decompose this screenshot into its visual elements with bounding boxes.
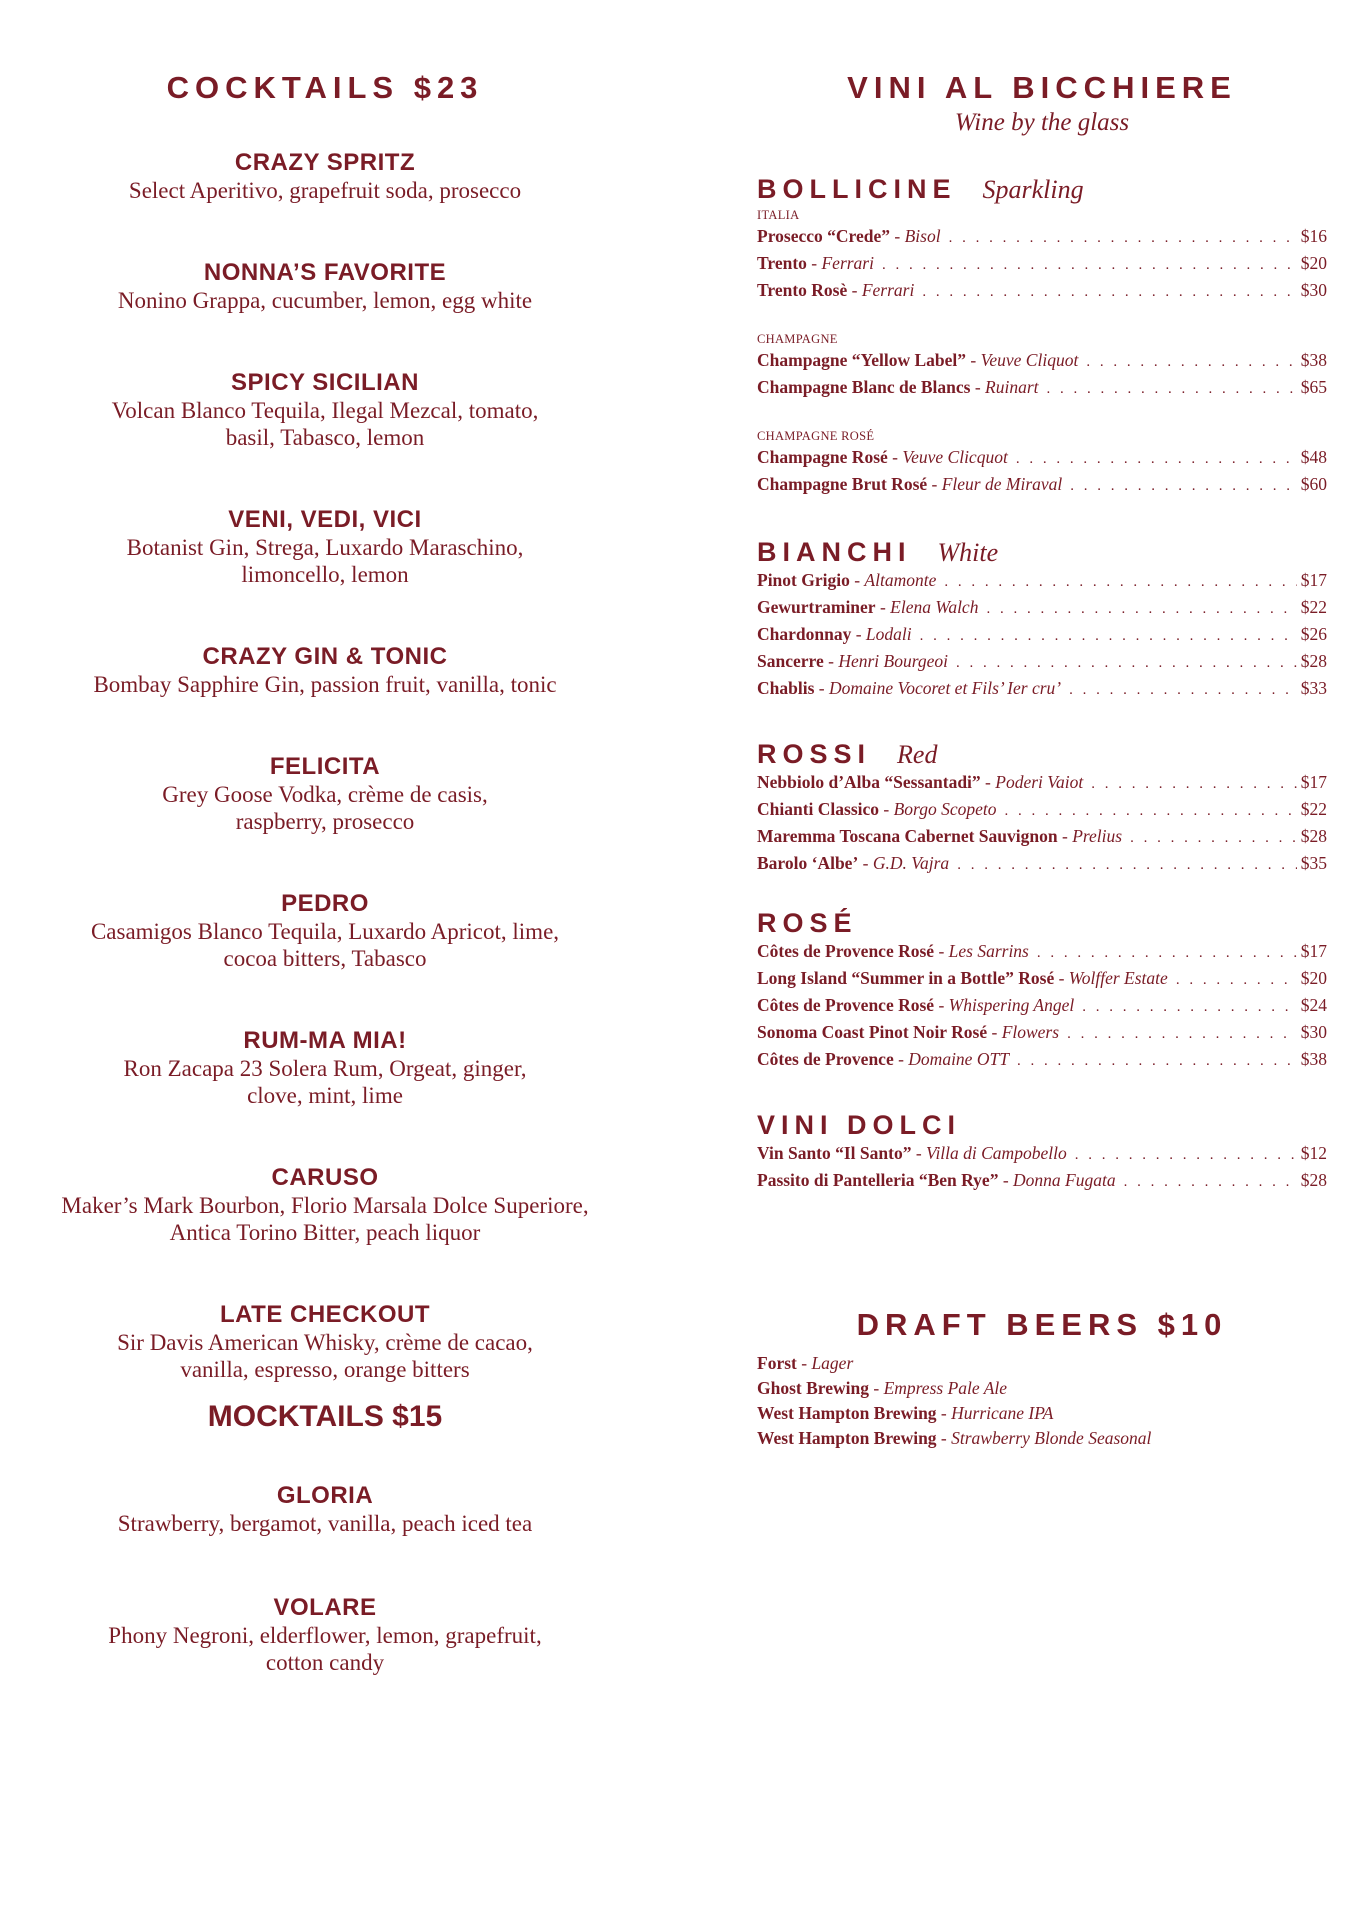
drink-description: cocoa bitters, Tabasco bbox=[223, 946, 427, 971]
wine-price: $48 bbox=[1300, 447, 1327, 467]
drink-description: Ron Zacapa 23 Solera Rum, Orgeat, ginger, bbox=[123, 1056, 527, 1081]
beer-style: Strawberry Blonde Seasonal bbox=[951, 1428, 1152, 1448]
wine-producer: Veuve Cliquot bbox=[980, 350, 1079, 370]
wine-producer: Whispering Angel bbox=[948, 995, 1075, 1015]
separator: - bbox=[879, 799, 894, 819]
drink-description: Select Aperitivo, grapefruit soda, prosecco bbox=[128, 178, 522, 203]
wine-producer: Veuve Clicquot bbox=[902, 447, 1008, 467]
wine-price: $17 bbox=[1300, 570, 1327, 590]
wine-row bbox=[757, 251, 1327, 278]
cocktail-item bbox=[40, 505, 610, 588]
separator: - bbox=[1054, 968, 1069, 988]
wine-name: Barolo ‘Albe’ bbox=[757, 853, 859, 873]
wine-producer: Domaine Vocoret et Fils’ Ier cru’ bbox=[828, 678, 1062, 698]
wine-section bbox=[757, 1110, 1327, 1195]
wine-price: $20 bbox=[1300, 968, 1327, 988]
wine-header bbox=[757, 70, 1327, 138]
wine-price: $16 bbox=[1300, 226, 1327, 246]
separator: - bbox=[936, 1403, 952, 1423]
dot-leader bbox=[1016, 447, 1297, 472]
section-name: BIANCHI bbox=[757, 537, 912, 567]
wine-price: $26 bbox=[1300, 624, 1327, 644]
beers-title: DRAFT BEERS $10 bbox=[856, 1307, 1228, 1342]
dot-leader bbox=[1124, 1170, 1297, 1195]
dot-leader bbox=[1091, 772, 1297, 797]
drink-name: FELICITA bbox=[269, 753, 381, 780]
cocktail-item bbox=[40, 1163, 610, 1246]
wine-section bbox=[757, 174, 1327, 499]
separator: - bbox=[849, 570, 865, 590]
mocktail-item bbox=[40, 1481, 610, 1537]
separator: - bbox=[987, 1022, 1002, 1042]
wine-row bbox=[757, 568, 1327, 595]
wine-row bbox=[757, 797, 1327, 824]
wine-producer: Henri Bourgeoi bbox=[838, 651, 949, 671]
wine-name: Chianti Classico bbox=[757, 799, 880, 819]
wine-producer: Lodali bbox=[865, 624, 912, 644]
section-name: ROSSI bbox=[757, 739, 872, 769]
dot-leader bbox=[1176, 968, 1297, 993]
wine-price: $17 bbox=[1300, 941, 1327, 961]
wine-name: Champagne Blanc de Blancs bbox=[757, 377, 971, 397]
dot-leader bbox=[1130, 826, 1297, 851]
section-name: ROSÉ bbox=[757, 908, 858, 938]
dot-leader bbox=[1004, 799, 1296, 824]
separator: - bbox=[927, 474, 942, 494]
cocktail-item bbox=[40, 889, 610, 972]
wine-name: Côtes de Provence Rosé bbox=[757, 941, 935, 961]
mocktails-title: MOCKTAILS $15 bbox=[207, 1400, 443, 1433]
dot-leader bbox=[949, 226, 1297, 251]
dot-leader bbox=[922, 280, 1296, 305]
wine-name: Pinot Grigio bbox=[757, 570, 850, 590]
wine-row bbox=[757, 770, 1327, 797]
separator: - bbox=[966, 350, 981, 370]
drink-name: PEDRO bbox=[281, 890, 369, 917]
wine-producer: Altamonte bbox=[864, 570, 937, 590]
drink-description: clove, mint, lime bbox=[247, 1083, 403, 1108]
wine-name: Vin Santo “Il Santo” bbox=[757, 1143, 912, 1163]
drink-description: Phony Negroni, elderflower, lemon, grapefruit, bbox=[108, 1623, 542, 1648]
cocktail-item bbox=[40, 368, 610, 451]
separator: - bbox=[911, 1143, 927, 1163]
separator: - bbox=[893, 1049, 909, 1069]
wine-price: $30 bbox=[1300, 1022, 1327, 1042]
beer-name: West Hampton Brewing bbox=[757, 1403, 937, 1423]
wine-name: Sancerre bbox=[757, 651, 824, 671]
wine-price: $65 bbox=[1300, 377, 1327, 397]
dot-leader bbox=[1017, 1049, 1297, 1074]
wine-section bbox=[757, 739, 1327, 878]
wine-price: $20 bbox=[1300, 253, 1327, 273]
wine-sections bbox=[757, 174, 1327, 1195]
drink-name: CRAZY SPRITZ bbox=[234, 149, 416, 176]
wine-producer: Ferrari bbox=[821, 253, 874, 273]
dot-leader bbox=[1070, 474, 1296, 499]
mocktail-item bbox=[40, 1593, 610, 1676]
beer-row bbox=[757, 1351, 1327, 1376]
section-subtitle: Sparkling bbox=[982, 175, 1084, 204]
separator: - bbox=[936, 1428, 952, 1448]
wine-price: $22 bbox=[1300, 597, 1327, 617]
section-name: BOLLICINE bbox=[757, 174, 957, 204]
wine-section-title bbox=[757, 739, 1327, 770]
wine-price: $28 bbox=[1300, 651, 1327, 671]
wine-price: $24 bbox=[1300, 995, 1327, 1015]
drink-description: Volcan Blanco Tequila, Ilegal Mezcal, tomato, bbox=[111, 398, 539, 423]
wine-section-title bbox=[757, 537, 1327, 568]
section-subtitle: White bbox=[937, 538, 999, 567]
separator: - bbox=[847, 280, 862, 300]
beer-row bbox=[757, 1376, 1327, 1401]
wine-name: Champagne Rosé bbox=[757, 447, 888, 467]
wine-producer: Borgo Scopeto bbox=[893, 799, 997, 819]
wine-name: Nebbiolo d’Alba “Sessantadi” bbox=[757, 772, 981, 792]
cocktail-item bbox=[40, 1026, 610, 1109]
dot-leader bbox=[920, 624, 1297, 649]
separator: - bbox=[814, 678, 829, 698]
drink-name: VOLARE bbox=[273, 1594, 377, 1621]
wine-name: Prosecco “Crede” bbox=[757, 226, 890, 246]
separator: - bbox=[998, 1170, 1014, 1190]
dot-leader bbox=[1086, 350, 1296, 375]
drink-description: vanilla, espresso, orange bitters bbox=[180, 1357, 470, 1382]
wine-producer: Elena Walch bbox=[890, 597, 979, 617]
separator: - bbox=[980, 772, 996, 792]
wine-price: $30 bbox=[1300, 280, 1327, 300]
drink-name: GLORIA bbox=[276, 1482, 374, 1509]
separator: - bbox=[858, 853, 873, 873]
beer-style: Empress Pale Ale bbox=[883, 1378, 1008, 1398]
wine-price: $28 bbox=[1300, 1170, 1327, 1190]
separator: - bbox=[1057, 826, 1073, 846]
drink-description: cotton candy bbox=[265, 1650, 385, 1675]
wine-producer: Flowers bbox=[1001, 1022, 1060, 1042]
separator: - bbox=[875, 597, 891, 617]
drink-name: CARUSO bbox=[271, 1164, 379, 1191]
wine-row bbox=[757, 676, 1327, 703]
wine-name: Long Island “Summer in a Bottle” Rosé bbox=[757, 968, 1055, 988]
wine-row bbox=[757, 224, 1327, 251]
dot-leader bbox=[882, 253, 1297, 278]
cocktail-item bbox=[40, 752, 610, 835]
drink-name: NONNA’S FAVORITE bbox=[203, 259, 447, 286]
section-name: VINI DOLCI bbox=[757, 1110, 962, 1140]
wine-row bbox=[757, 824, 1327, 851]
wine-row bbox=[757, 278, 1327, 305]
wine-producer: Bisol bbox=[904, 226, 941, 246]
wine-price: $33 bbox=[1300, 678, 1327, 698]
dot-leader bbox=[956, 651, 1297, 676]
wine-name: Chablis bbox=[757, 678, 815, 698]
wine-producer: Fleur de Miraval bbox=[941, 474, 1063, 494]
wine-price: $35 bbox=[1300, 853, 1327, 873]
beer-style: Lager bbox=[811, 1353, 854, 1373]
separator: - bbox=[851, 624, 866, 644]
drink-description: Botanist Gin, Strega, Luxardo Maraschino, bbox=[126, 535, 524, 560]
beer-name: Ghost Brewing bbox=[757, 1378, 869, 1398]
wine-price: $60 bbox=[1300, 474, 1327, 494]
dot-leader bbox=[944, 570, 1296, 595]
wine-row bbox=[757, 966, 1327, 993]
wine-producer: G.D. Vajra bbox=[872, 853, 950, 873]
drink-name: RUM-MA MIA! bbox=[243, 1027, 407, 1054]
wine-column bbox=[757, 70, 1327, 1448]
wine-name: Chardonnay bbox=[757, 624, 852, 644]
beer-list bbox=[757, 1351, 1327, 1451]
wine-subtitle: Wine by the glass bbox=[954, 109, 1130, 136]
drink-description: Nonino Grappa, cucumber, lemon, egg white bbox=[117, 288, 533, 313]
wine-price: $28 bbox=[1300, 826, 1327, 846]
dot-leader bbox=[1047, 377, 1297, 402]
cocktail-item bbox=[40, 1300, 610, 1383]
wine-name: Trento bbox=[757, 253, 807, 273]
wine-name: Trento Rosè bbox=[757, 280, 848, 300]
wine-price: $38 bbox=[1300, 350, 1327, 370]
wine-producer: Les Sarrins bbox=[948, 941, 1029, 961]
wine-price: $38 bbox=[1300, 1049, 1327, 1069]
drink-description: raspberry, prosecco bbox=[235, 809, 415, 834]
beer-name: Forst bbox=[757, 1353, 797, 1373]
section-subtitle: Red bbox=[897, 740, 938, 769]
drink-name: SPICY SICILIAN bbox=[231, 369, 419, 396]
beer-row bbox=[757, 1426, 1327, 1451]
wine-producer: Prelius bbox=[1072, 826, 1123, 846]
mocktail-list bbox=[40, 1481, 610, 1676]
cocktail-item bbox=[40, 148, 610, 204]
separator: - bbox=[868, 1378, 884, 1398]
wine-name: Maremma Toscana Cabernet Sauvignon bbox=[757, 826, 1058, 846]
wine-name: Passito di Pantelleria “Ben Rye” bbox=[757, 1170, 999, 1190]
wine-row bbox=[757, 348, 1327, 375]
dot-leader bbox=[1082, 995, 1297, 1020]
wine-name: Côtes de Provence Rosé bbox=[757, 995, 935, 1015]
wine-row bbox=[757, 851, 1327, 878]
drink-description: Antica Torino Bitter, peach liquor bbox=[169, 1220, 481, 1245]
separator: - bbox=[970, 377, 986, 397]
wine-region: CHAMPAGNE ROSÉ bbox=[757, 429, 875, 443]
wine-group bbox=[757, 939, 1327, 1074]
wine-name: Champagne Brut Rosé bbox=[757, 474, 928, 494]
beer-name: West Hampton Brewing bbox=[757, 1428, 937, 1448]
separator: - bbox=[934, 941, 949, 961]
wine-name: Sonoma Coast Pinot Noir Rosé bbox=[757, 1022, 988, 1042]
wine-title: VINI AL BICCHIERE bbox=[847, 70, 1237, 105]
drink-description: basil, Tabasco, lemon bbox=[225, 425, 425, 450]
dot-leader bbox=[1069, 678, 1297, 703]
wine-section-title bbox=[757, 908, 1327, 939]
wine-row bbox=[757, 649, 1327, 676]
wine-group bbox=[757, 770, 1327, 878]
cocktail-item bbox=[40, 642, 610, 698]
dot-leader bbox=[1075, 1143, 1297, 1168]
drink-name: VENI, VEDI, VICI bbox=[228, 506, 422, 533]
separator: - bbox=[934, 995, 949, 1015]
drink-description: Maker’s Mark Bourbon, Florio Marsala Dolce Superiore, bbox=[61, 1193, 589, 1218]
wine-producer: Domaine OTT bbox=[908, 1049, 1009, 1069]
cocktail-list bbox=[40, 148, 610, 1383]
separator: - bbox=[890, 226, 905, 246]
wine-row bbox=[757, 375, 1327, 402]
wine-group bbox=[757, 331, 1327, 402]
wine-price: $22 bbox=[1300, 799, 1327, 819]
drink-description: Sir Davis American Whisky, crème de cacao, bbox=[117, 1330, 533, 1355]
cocktail-column bbox=[40, 70, 610, 1676]
drink-name: LATE CHECKOUT bbox=[219, 1301, 431, 1328]
dot-leader bbox=[986, 597, 1296, 622]
beer-style: Hurricane IPA bbox=[951, 1403, 1054, 1423]
wine-section-title bbox=[757, 1110, 1327, 1141]
wine-row bbox=[757, 1020, 1327, 1047]
separator: - bbox=[796, 1353, 812, 1373]
wine-section-title bbox=[757, 174, 1327, 205]
wine-row bbox=[757, 445, 1327, 472]
wine-row bbox=[757, 1047, 1327, 1074]
dot-leader bbox=[1067, 1022, 1297, 1047]
wine-price: $12 bbox=[1300, 1143, 1327, 1163]
wine-section bbox=[757, 537, 1327, 703]
wine-name: Champagne “Yellow Label” bbox=[757, 350, 967, 370]
wine-row bbox=[757, 1168, 1327, 1195]
wine-group bbox=[757, 207, 1327, 305]
drink-description: Casamigos Blanco Tequila, Luxardo Apricot, lime, bbox=[90, 919, 560, 944]
wine-region: ITALIA bbox=[757, 208, 800, 222]
wine-group bbox=[757, 428, 1327, 499]
wine-row bbox=[757, 472, 1327, 499]
drink-description: Bombay Sapphire Gin, passion fruit, vanilla, tonic bbox=[93, 672, 557, 697]
separator: - bbox=[806, 253, 822, 273]
wine-producer: Ruinart bbox=[985, 377, 1039, 397]
wine-producer: Poderi Vaiot bbox=[995, 772, 1084, 792]
wine-region: CHAMPAGNE bbox=[757, 332, 838, 346]
beer-row bbox=[757, 1401, 1327, 1426]
wine-section bbox=[757, 908, 1327, 1074]
dot-leader bbox=[1037, 941, 1297, 966]
wine-price: $17 bbox=[1300, 772, 1327, 792]
wine-producer: Donna Fugata bbox=[1013, 1170, 1116, 1190]
dot-leader bbox=[957, 853, 1297, 878]
drink-name: CRAZY GIN & TONIC bbox=[202, 643, 448, 670]
wine-producer: Villa di Campobello bbox=[926, 1143, 1067, 1163]
separator: - bbox=[823, 651, 839, 671]
wine-producer: Ferrari bbox=[861, 280, 915, 300]
separator: - bbox=[887, 447, 903, 467]
cocktail-item bbox=[40, 258, 610, 314]
wine-name: Côtes de Provence bbox=[757, 1049, 894, 1069]
drink-description: limoncello, lemon bbox=[241, 562, 409, 587]
cocktails-title: COCKTAILS $23 bbox=[166, 70, 484, 105]
wine-producer: Wolffer Estate bbox=[1068, 968, 1168, 988]
wine-row bbox=[757, 993, 1327, 1020]
drink-description: Grey Goose Vodka, crème de casis, bbox=[162, 782, 488, 807]
wine-row bbox=[757, 939, 1327, 966]
wine-row bbox=[757, 595, 1327, 622]
wine-row bbox=[757, 622, 1327, 649]
beers-section bbox=[757, 1307, 1327, 1451]
drink-description: Strawberry, bergamot, vanilla, peach iced tea bbox=[117, 1511, 533, 1536]
wine-group bbox=[757, 568, 1327, 703]
wine-group bbox=[757, 1141, 1327, 1195]
wine-name: Gewurtraminer bbox=[757, 597, 876, 617]
wine-row bbox=[757, 1141, 1327, 1168]
